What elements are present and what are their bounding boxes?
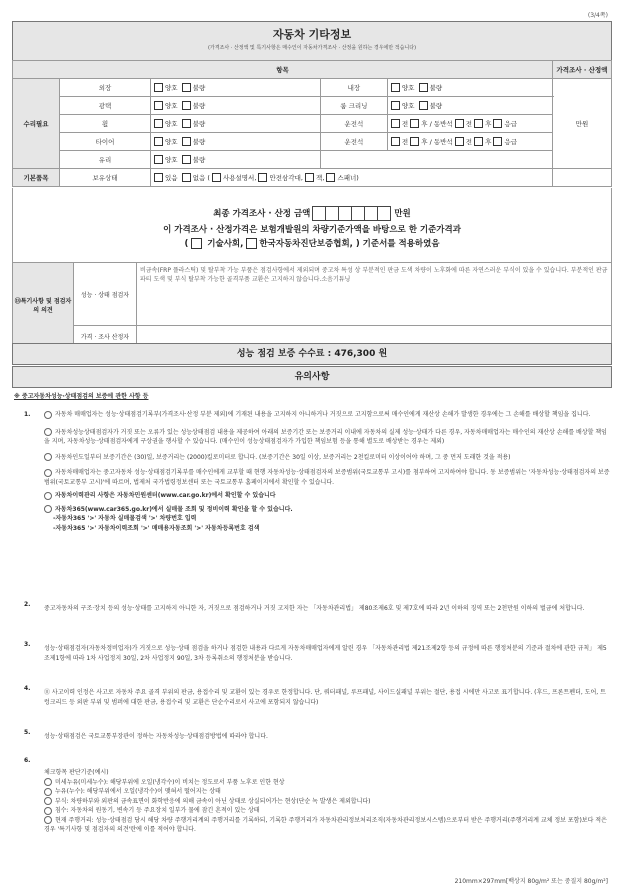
list-item: 자동차매매업자는 중고자동차 성능·상태점검기록부를 매수인에게 교부할 때 현행 자동차성능·상태점검자의 보증범위(국토교통부 고시)를 첨부하여 고지하여야 합니다. 동 보증범위는 '자동차성능·상태점검자의 보증범위(국토교통부 고시)'에 따르며, 법제처 국가법령정보센터 또는 국토교통부 홈페이지에서 확인할 수 있습니다. (44, 469, 610, 486)
row-label: 타이어 (60, 133, 151, 151)
notice-5: 성능·상태점검은 국토교통부장관이 정하는 자동차성능·상태점검방법에 따라야 합니다. (44, 733, 268, 740)
checkbox[interactable] (154, 101, 163, 110)
notice-6 (44, 768, 610, 835)
wheel-position-options[interactable]: 전 후 / 동반석 전 후 응급 (387, 115, 552, 133)
paper-spec: 210mm×297mm[백상지 80g/m² 또는 중질지 80g/m²] (454, 878, 608, 885)
special-label: ⑬특기사항 및 점검자의 의견 (13, 263, 74, 347)
section-repair: 수리필요 (13, 79, 60, 169)
row-label-2: 룸 크리닝 (320, 97, 387, 115)
exterior-options[interactable]: 양호 불량 (151, 79, 321, 97)
final-price-line: 최종 가격조사 · 산정 금액 만원 (13, 206, 611, 221)
list-item: 자동차이력관리 사항은 자동차민원센터(www.car.go.kr)에서 확인할 수 있습니다 (44, 491, 610, 501)
interior-options[interactable]: 양호 불량 (387, 79, 552, 97)
num-2: 2. (24, 601, 31, 608)
glass-options[interactable]: 양호 불량 (151, 151, 321, 169)
checkbox[interactable] (182, 101, 191, 110)
row-label: 유리 (60, 151, 151, 169)
list-item: 침수: 자동차의 원동기, 변속기 등 주요장치 일부가 물에 잠긴 흔적이 있는 상태 (44, 806, 610, 816)
final-note-2: ( 기술사회, 한국자동차진단보증협회, ) 기준서를 적용하였음 (184, 239, 440, 249)
inspector-label: 성능 · 상태 점검자 (74, 263, 137, 326)
row-label: 휠 (60, 115, 151, 133)
checkbox[interactable] (182, 119, 191, 128)
list-item: 누유(누수): 해당부위에서 오일(냉각수)이 맺혀서 떨어지는 상태 (44, 787, 610, 797)
list-item: -자동차365 '>' 자동차이력조회 '>' 매매용자동조회 '>' 자동차등록번호 검색 (53, 524, 260, 532)
list-item: 미세누유(미세누수): 해당부위에 오일(냉각수)이 비치는 정도로서 부품 노후로 인한 현상 (44, 778, 610, 788)
final-note-1: 이 가격조사 · 산정가격은 보험개발원의 차량기준가액을 바탕으로 한 기준가격과 (163, 225, 461, 235)
num-5: 5. (24, 729, 31, 736)
list-item: 자동차365(www.car365.go.kr)에서 실매물 조회 및 정비이력 확인을 할 수 있습니다. (44, 505, 610, 515)
num-3: 3. (24, 641, 31, 648)
fee-band: 성능 점검 보증 수수료 : 476,300 원 (12, 343, 612, 365)
checkbox[interactable] (182, 137, 191, 146)
notice-2: 중고자동차의 구조·장치 등의 성능·상태를 고지하지 아니한 자, 거짓으로 점검하거나 거짓 고지한 자는 「자동차관리법」 제80조제6호 및 제7호에 따라 2년 이하의 징역 또는 2천만원 이하의 벌금에 처합니다. (44, 605, 585, 612)
polish-options[interactable]: 양호 불량 (151, 97, 321, 115)
list-item: 자동차인도일부터 보증기간은 (30)일, 보증거리는 (2000)킬로미터로 합니다. (보증기간은 30일 이상, 보증거리는 2천킬로미터 이상이어야 하며, 그 중 먼저 도래한 것을 적용) (44, 453, 610, 463)
checkbox[interactable] (182, 155, 191, 164)
special-table (12, 262, 612, 347)
criteria-title: 체크항목 판단기준(예시) (44, 769, 109, 776)
row-label-2: 내장 (320, 79, 387, 97)
num-6: 6. (24, 757, 31, 764)
inspector-opinion: 비금속(FRP 플라스틱) 및 탈부착 가능 부품은 점검사항에서 제외되며 중고차 특성 상 부분적인 판금 도색 차량이 노후화에 따른 자연스러운 부식이 있을 수 있습니다. 부분적인 판금 파티 도색 및 부식 탈부착 가능한 골격부품 교환은 고지하지 않습니다.소음기튜닝 (137, 263, 612, 326)
checkbox[interactable] (154, 119, 163, 128)
notice-1 (44, 410, 610, 533)
row-label: 광택 (60, 97, 151, 115)
checkbox[interactable] (154, 137, 163, 146)
header-price: 가격조사 · 산정액 (553, 61, 612, 79)
page-title: 자동차 기타정보 (272, 28, 352, 41)
section-basic: 기본품목 (13, 169, 60, 187)
checkbox[interactable] (182, 83, 191, 92)
page-number: (3/4쪽) (587, 12, 608, 19)
checkbox[interactable] (154, 83, 163, 92)
row-label: 보유상태 (60, 169, 151, 187)
notice-subtitle: ※ 중고자동차성능·상태점검의 보증에 관한 사항 등 (14, 393, 149, 400)
notice-4: ⑪ 사고이력 인정은 사고로 자동차 주요 골격 부위의 판금, 용접수리 및 교환이 있는 경우로 한정합니다. 단, 쿼터패널, 루프패널, 사이드실패널 부위는 절단, 용접 시에만 사고로 표기합니다. (후드, 프론트펜더, 도어, 트렁크리드 등 외판 부위 및 범퍼에 대한 판금, 용접수리 및 교환은 단순수리로서 사고에 포함되지 않습니다) (44, 689, 606, 706)
final-price-block (12, 188, 612, 263)
list-item: -자동차365 '>' 자동차 실매물검색 '>' 차량번호 입력 (53, 515, 197, 522)
checkbox[interactable] (154, 155, 163, 164)
notice-3: 성능·상태점검자(자동차정비업자)가 거짓으로 성능·상태 점검을 하거나 점검한 내용과 다르게 자동차매매업자에게 알린 경우 「자동차관리법 제21조제2항 등의 규정에 따른 행정처분의 기준과 절차에 관한 규칙」 제5조제1항에 따라 1차 사업정지 30일, 2차 사업정지 90일, 3차 등록취소의 행정처분을 받습니다. (44, 645, 607, 662)
price-unit: 만원 (553, 79, 612, 169)
notice-section (14, 392, 610, 833)
checkbox[interactable] (419, 101, 428, 110)
page-subtitle: (가격조사 · 산정액 및 특기사항은 매수인이 자동차가격조사 · 산정을 원하는 경우에만 적습니다) (207, 45, 417, 51)
list-item: 부식: 차량하부와 외판의 금속표면이 화학반응에 의해 금속이 아닌 상태로 상실되어가는 현상(단순 녹 발생은 제외합니다) (44, 797, 610, 807)
empty-cell (320, 151, 552, 169)
checkbox[interactable] (391, 101, 400, 110)
row-label: 외장 (60, 79, 151, 97)
list-item: 자동차 매매업자는 성능·상태점검기록부(가격조사·산정 부분 제외)에 기재된 내용을 고지하지 아니하거나 거짓으로 고지함으로써 매수인에게 재산상 손해가 발생한 경우에는 그 손해를 배상할 책임을 집니다. (44, 410, 610, 420)
appraiser-label: 가격 · 조사 산정자 (74, 326, 137, 347)
wheel-options[interactable]: 양호 불량 (151, 115, 321, 133)
row-label-2: 운전석 (320, 133, 387, 151)
empty-cell (553, 169, 612, 187)
checkbox[interactable] (419, 83, 428, 92)
inspection-table (12, 60, 612, 187)
list-item: 현재 주행거리: 성능·상태점검 당시 해당 차량 주행거리계의 주행거리를 기록하되, 기록한 주행거리가 자동차관리정보처리조직(자동차관리정보시스템)으로부터 받은 주행거리(주행거리계 교체 정보 포함)보다 적은 경우 '특기사항 및 점검자의 의견'란에 이를 적어야 합니다. (44, 816, 607, 833)
num-1: 1. (24, 411, 31, 418)
tire-position-options[interactable]: 전 후 / 동반석 전 후 응급 (387, 133, 552, 151)
title-box (12, 21, 612, 61)
list-item: 자동차성능상태점검자가 거짓 또는 오류가 있는 성능상태점검 내용을 제공하여 아래의 보증기간 또는 보증거리 이내에 자동차의 실제 성능·상태가 다른 경우, 자동차매매업자는 매수인의 재산상 손해를 배상할 책임을 지며, 자동차성능·상태점검자에게 구상권을 행사할 수 있습니다. (매수인이 성능상태점검자가 가입한 책임보험 등을 통해 별도로 배상받는 경우는 제외) (44, 428, 607, 445)
header-item: 항목 (13, 61, 553, 79)
notice-title: 유의사항 (12, 366, 612, 388)
row-label-2: 운전석 (320, 115, 387, 133)
checkbox[interactable] (391, 83, 400, 92)
num-4: 4. (24, 685, 31, 692)
cleaning-options[interactable]: 양호 불량 (387, 97, 552, 115)
tire-options[interactable]: 양호 불량 (151, 133, 321, 151)
basic-items-options[interactable]: 있음 없음 ( 사용설명서, 안전삼각대, 잭, 스패너) (151, 169, 553, 187)
